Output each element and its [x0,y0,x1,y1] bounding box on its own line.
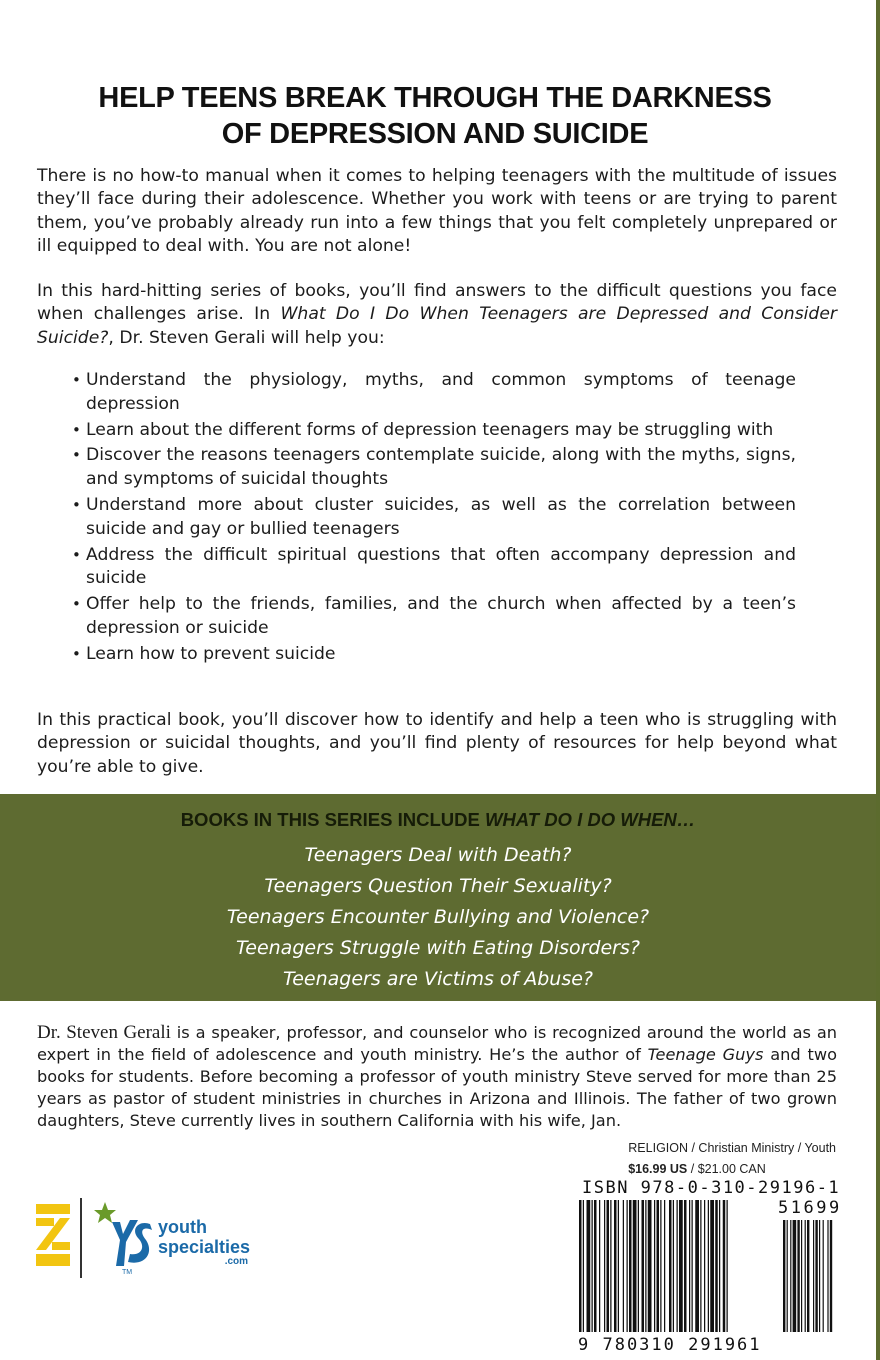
bullet-icon: • [72,371,81,389]
publisher-line-3: .com [224,1256,249,1267]
bullet-icon: • [72,495,81,514]
svg-text:TM: TM [122,1269,133,1276]
barcode-addon-bar [805,1220,806,1332]
barcode-addon-bar [783,1220,785,1332]
barcode-bar [660,1200,661,1332]
barcode-bar [610,1200,611,1332]
barcode-bar [727,1200,728,1332]
barcode-addon-bar [823,1220,824,1332]
bullet-icon: • [72,420,81,439]
zondervan-logo-icon [36,1198,70,1270]
barcode-bar [592,1200,593,1332]
barcode-bar [607,1200,610,1332]
publisher-line-1: youth [158,1217,207,1237]
barcode-bar [614,1200,617,1332]
barcode-bar [645,1200,646,1332]
list-item-text: Understand the physiology, myths, and common symptoms of teenage depression [86,370,796,414]
barcode-bar [715,1200,718,1332]
bullet-icon: • [72,446,81,465]
barcode-addon-bar [813,1220,814,1332]
bio-text-2: and two books for students. Before becoming a professor of youth ministry Steve served for more than 25 years as pastor of student ministries in churches in Arizona and Illinois. The father of two grown daughters, Steve currently lives in southern California with his wife, Jan. [37,1045,837,1130]
list-item [72,369,796,417]
bio-book-title: Teenage Guys [647,1045,764,1064]
barcode-bar [587,1200,591,1332]
barcode-addon-bar [819,1220,820,1332]
barcode-bar [648,1200,652,1332]
barcode-number: 9 780310 291961 [578,1335,762,1355]
headline-line-1: HELP TEENS BREAK THROUGH THE DARKNESS [98,82,772,114]
list-item [72,544,796,592]
barcode-bar [664,1200,665,1332]
intro-paragraph: There is no how-to manual when it comes to helping teenagers with the multitude of issues they’ll face during their adolescence. Whether you work with teens or are trying to parent them, you’ve probably already run into a few things that you felt completely unprepared or ill equipped to deal with. You are not alone! [37,166,837,257]
barcode-bar [708,1200,709,1332]
barcode-addon-bar [790,1220,791,1332]
barcode-bar [679,1200,683,1332]
book-title: What Do I Do When Teenagers are Depressed and Consider Suicide? [37,304,837,348]
barcode-bar [599,1200,600,1332]
barcode [577,1198,849,1336]
barcode-bar [583,1200,584,1332]
bullet-icon: • [72,545,81,564]
series-title: Teenagers Question Their Sexuality? [264,875,612,897]
barcode-bar [684,1200,687,1332]
author-bio [37,1022,837,1132]
barcode-bar [692,1200,693,1332]
series-intro-before: In this hard-hitting series of books, you’ll find answers to the difficult questions you face when challenges arise. In [37,281,837,325]
barcode-bar [642,1200,645,1332]
barcode-bar [689,1200,690,1332]
list-item-text: Address the difficult spiritual questions that often accompany depression and suicide [86,544,796,589]
benefit-list [72,369,796,669]
barcode-bar [579,1200,582,1332]
series-band-title-italic: WHAT DO I DO WHEN… [484,809,696,830]
series-intro-after: , Dr. Steven Gerali will help you: [108,327,385,348]
barcode-bar [627,1200,628,1332]
bio-text-1: is a speaker, professor, and counselor who is recognized around the world as an expert in the field of adolescence and youth ministry. He’s the author of [37,1023,837,1064]
publisher-line-2: specialties [158,1237,251,1257]
series-band-title [0,809,876,831]
bisac-category: RELIGION / Christian Ministry / Youth [628,1141,836,1155]
barcode-bar [673,1200,674,1332]
series-title: Teenagers Struggle with Eating Disorders? [236,937,640,959]
list-item [72,593,796,641]
price-us: $16.99 US [628,1162,688,1176]
barcode-bar [700,1200,701,1332]
bullet-icon: • [72,595,81,614]
barcode-addon-number: 51699 [778,1198,842,1218]
list-item-text: Discover the reasons teenagers contemplate suicide, along with the myths, signs, and symptoms of suicidal thoughts [86,445,796,490]
barcode-addon-bar [801,1220,802,1332]
series-title: Teenagers are Victims of Abuse? [282,968,594,990]
barcode-addon-bar [827,1220,828,1332]
series-band-title-plain: BOOKS IN THIS SERIES INCLUDE [180,809,485,830]
isbn-label: ISBN 978-0-310-29196-1 [582,1178,841,1198]
barcode-addon-bar [830,1220,832,1332]
list-item-text: Learn how to prevent suicide [86,643,336,664]
barcode-bar [710,1200,714,1332]
price [572,1162,822,1176]
barcode-bar [594,1200,597,1332]
barcode-addon-bar [815,1220,817,1332]
closing-paragraph: In this practical book, you’ll discover how to identify and help a teen who is struggling with depression or suicidal thoughts, and you’ll find plenty of resources for help beyond what you’re able to give. [37,710,837,777]
list-item [72,444,796,492]
barcode-bar [695,1200,699,1332]
list-item [72,494,796,542]
list-item-text: Learn about the different forms of depression teenagers may be struggling with [86,419,774,440]
barcode-bar [629,1200,632,1332]
barcode-bar [719,1200,720,1332]
list-item-text: Understand more about cluster suicides, as well as the correlation between suicide and gay or bullied teenagers [86,494,796,539]
barcode-bar [723,1200,726,1332]
list-item-text: Offer help to the friends, families, and the church when affected by a teen’s depression or suicide [86,594,796,638]
youth-specialties-logo [158,1217,250,1267]
series-intro-paragraph [37,280,837,350]
list-item [72,419,796,443]
headline-line-2: OF DEPRESSION AND SUICIDE [221,118,649,150]
price-can: / $21.00 CAN [687,1162,766,1176]
barcode-bar [677,1200,678,1332]
barcode-addon-bar [807,1220,809,1332]
barcode-bar [654,1200,655,1332]
author-name: Dr. Steven Gerali [37,1022,171,1043]
barcode-addon-bar [797,1220,799,1332]
headline [30,80,840,152]
series-title: Teenagers Deal with Death? [304,844,572,866]
barcode-bar [633,1200,637,1332]
barcode-bar [618,1200,619,1332]
logo-divider [80,1198,82,1278]
barcode-bar [657,1200,660,1332]
barcode-bar [638,1200,639,1332]
barcode-bar [604,1200,605,1332]
barcode-addon-bar [793,1220,797,1332]
barcode-bar [623,1200,624,1332]
series-title-list [0,840,876,995]
barcode-bar [669,1200,672,1332]
bullet-icon: • [72,644,81,663]
youth-specialties-mark-icon [92,1200,156,1276]
barcode-addon-bar [787,1220,788,1332]
cover-edge-stripe [876,0,880,1360]
barcode-bar [704,1200,705,1332]
series-band [0,794,876,1001]
list-item [72,643,796,667]
series-title: Teenagers Encounter Bullying and Violence? [226,906,650,928]
